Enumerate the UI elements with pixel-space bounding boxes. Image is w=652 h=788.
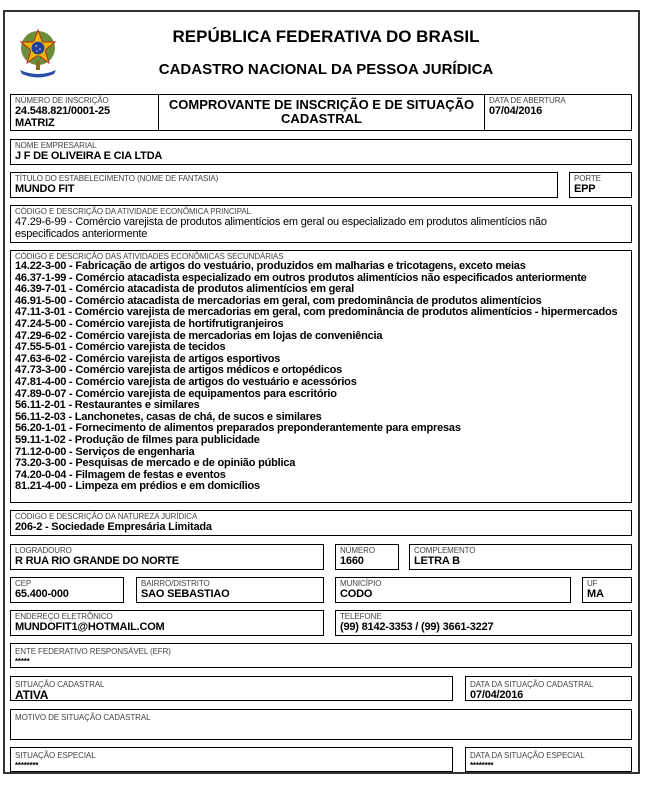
abertura-value: 07/04/2016 — [489, 105, 543, 117]
list-item: 47.24-5-00 - Comércio varejista de hortifrutigranjeiros — [15, 317, 284, 330]
efr-value: ***** — [15, 657, 30, 666]
data-situacao-cadastral-box — [465, 676, 632, 701]
list-item: 47.89-0-07 - Comércio varejista de equipamentos para escritório — [15, 387, 337, 400]
porte-label: PORTE — [574, 174, 601, 183]
data-situacao-especial-label: DATA DA SITUAÇÃO ESPECIAL — [470, 751, 585, 760]
list-item: 46.39-7-01 - Comércio atacadista de produtos alimentícios em geral — [15, 283, 354, 296]
cep-box — [10, 577, 124, 603]
nome-empresarial-label: NOME EMPRESARIAL — [15, 141, 97, 150]
document-title-line2: CADASTRAL — [281, 111, 362, 126]
uf-box — [582, 577, 632, 603]
list-item: 47.73-3-00 - Comércio varejista de artigos médicos e ortopédicos — [15, 364, 343, 377]
document-title-line1: COMPROVANTE DE INSCRIÇÃO E DE SITUAÇÃO — [168, 97, 475, 112]
list-item: 47.81-4-00 - Comércio varejista de artigos do vestuário e acessórios — [15, 375, 357, 388]
natureza-juridica-box — [10, 510, 632, 536]
situacao-especial-value: ******** — [15, 761, 39, 770]
data-situacao-especial-box — [465, 747, 632, 772]
abertura-label: DATA DE ABERTURA — [489, 96, 566, 105]
fantasia-label: TÍTULO DO ESTABELECIMENTO (NOME DE FANTASIA) — [15, 174, 219, 183]
motivo-situacao-label: MOTIVO DE SITUAÇÃO CADASTRAL — [15, 713, 151, 722]
nome-empresarial-value: J F DE OLIVEIRA E CIA LTDA — [15, 150, 163, 162]
atividades-secundarias-box — [10, 250, 632, 503]
email-box — [10, 610, 324, 636]
list-item: 81.21-4-00 - Limpeza em prédios e em domicílios — [15, 480, 260, 493]
complemento-value: LETRA B — [414, 555, 460, 567]
list-item: 14.22-3-00 - Fabricação de artigos do vestuário, produzidos em malharias e tricotagens, exceto meias — [15, 260, 526, 272]
natureza-juridica-label: CÓDIGO E DESCRIÇÃO DA NATUREZA JURÍDICA — [15, 512, 198, 521]
data-situacao-cadastral-value: 07/04/2016 — [470, 689, 524, 701]
logradouro-box — [10, 544, 324, 570]
data-situacao-cadastral-label: DATA DA SITUAÇÃO CADASTRAL — [470, 680, 594, 689]
uf-value: MA — [587, 588, 604, 600]
situacao-especial-box — [10, 747, 453, 772]
inscricao-box — [10, 94, 159, 131]
natureza-juridica-value: 206-2 - Sociedade Empresária Limitada — [15, 521, 212, 533]
list-item: 73.20-3-00 - Pesquisas de mercado e de opinião pública — [15, 457, 296, 470]
porte-value: EPP — [574, 183, 596, 195]
atividade-principal-label: CÓDIGO E DESCRIÇÃO DA ATIVIDADE ECONÔMICA PRINCIPAL — [15, 207, 251, 216]
list-item: 71.12-0-00 - Serviços de engenharia — [15, 445, 195, 458]
document-title-box — [158, 94, 485, 131]
list-item: 47.63-6-02 - Comércio varejista de artigos esportivos — [15, 352, 281, 365]
header-subtitle: CADASTRO NACIONAL DA PESSOA JURÍDICA — [158, 61, 494, 78]
list-item: 46.37-1-99 - Comércio atacadista especializado em outros produtos alimentícios não especificados anteriormente — [15, 271, 587, 284]
situacao-especial-label: SITUAÇÃO ESPECIAL — [15, 751, 96, 760]
logradouro-label: LOGRADOURO — [15, 546, 72, 555]
telefone-label: TELEFONE — [340, 612, 382, 621]
efr-box — [10, 643, 632, 668]
municipio-value: CODO — [340, 588, 373, 600]
list-item: 56.20-1-01 - Fornecimento de alimentos preparados preponderantemente para empresas — [15, 422, 461, 435]
telefone-value: (99) 8142-3353 / (99) 3661-3227 — [340, 621, 494, 633]
list-item: 47.11-3-01 - Comércio varejista de mercadorias em geral, com predominância de produtos alimentícios - hipermercados — [15, 306, 618, 319]
situacao-cadastral-box — [10, 676, 453, 701]
porte-box — [569, 172, 632, 198]
list-item: 46.91-5-00 - Comércio atacadista de mercadorias em geral, com predominância de produtos alimentícios — [15, 294, 542, 307]
municipio-box — [335, 577, 571, 603]
complemento-label: COMPLEMENTO — [414, 546, 476, 555]
atividades-secundarias-label: CÓDIGO E DESCRIÇÃO DAS ATIVIDADES ECONÔMICAS SECUNDÁRIAS — [15, 252, 284, 261]
telefone-box — [335, 610, 632, 636]
list-item: 59.11-1-02 - Produção de filmes para publicidade — [15, 433, 260, 446]
situacao-cadastral-value: ATIVA — [15, 688, 49, 702]
cep-value: 65.400-000 — [15, 588, 69, 600]
inscricao-number: 24.548.821/0001-25 — [15, 105, 110, 117]
inscricao-type: MATRIZ — [15, 117, 55, 129]
cep-label: CEP — [15, 579, 32, 588]
list-item: 56.11-2-01 - Restaurantes e similares — [15, 399, 200, 412]
atividade-principal-line2: especificados anteriormente — [15, 228, 148, 240]
atividade-principal-box — [10, 205, 632, 243]
motivo-situacao-box — [10, 709, 632, 740]
abertura-box — [484, 94, 632, 131]
numero-value: 1660 — [340, 555, 364, 567]
data-situacao-especial-value: ******** — [470, 761, 494, 770]
numero-box — [335, 544, 399, 570]
email-value: MUNDOFIT1@HOTMAIL.COM — [15, 621, 165, 633]
situacao-cadastral-label: SITUAÇÃO CADASTRAL — [15, 680, 105, 689]
complemento-box — [409, 544, 632, 570]
nome-empresarial-box — [10, 139, 632, 165]
logradouro-value: R RUA RIO GRANDE DO NORTE — [15, 555, 179, 567]
list-item: 56.11-2-03 - Lanchonetes, casas de chá, de sucos e similares — [15, 410, 322, 423]
atividade-principal-line1: 47.29-6-99 - Comércio varejista de produtos alimentícios em geral ou especializado em produtos alimentícios não — [15, 216, 547, 228]
fantasia-value: MUNDO FIT — [15, 183, 75, 195]
bairro-label: BAIRRO/DISTRITO — [141, 579, 210, 588]
uf-label: UF — [587, 579, 598, 588]
bairro-box — [136, 577, 324, 603]
municipio-label: MUNICÍPIO — [340, 579, 382, 588]
fantasia-box — [10, 172, 558, 198]
list-item: 47.55-5-01 - Comércio varejista de tecidos — [15, 341, 226, 354]
efr-label: ENTE FEDERATIVO RESPONSÁVEL (EFR) — [15, 647, 171, 656]
list-item: 74.20-0-04 - Filmagem de festas e eventos — [15, 468, 226, 481]
list-item: 47.29-6-02 - Comércio varejista de mercadorias em lojas de conveniência — [15, 329, 383, 342]
email-label: ENDEREÇO ELETRÔNICO — [15, 612, 113, 621]
header-title: REPÚBLICA FEDERATIVA DO BRASIL — [172, 27, 480, 46]
bairro-value: SAO SEBASTIAO — [141, 588, 230, 600]
inscricao-label: NÚMERO DE INSCRIÇÃO — [15, 96, 109, 105]
numero-label: NÚMERO — [340, 546, 375, 555]
